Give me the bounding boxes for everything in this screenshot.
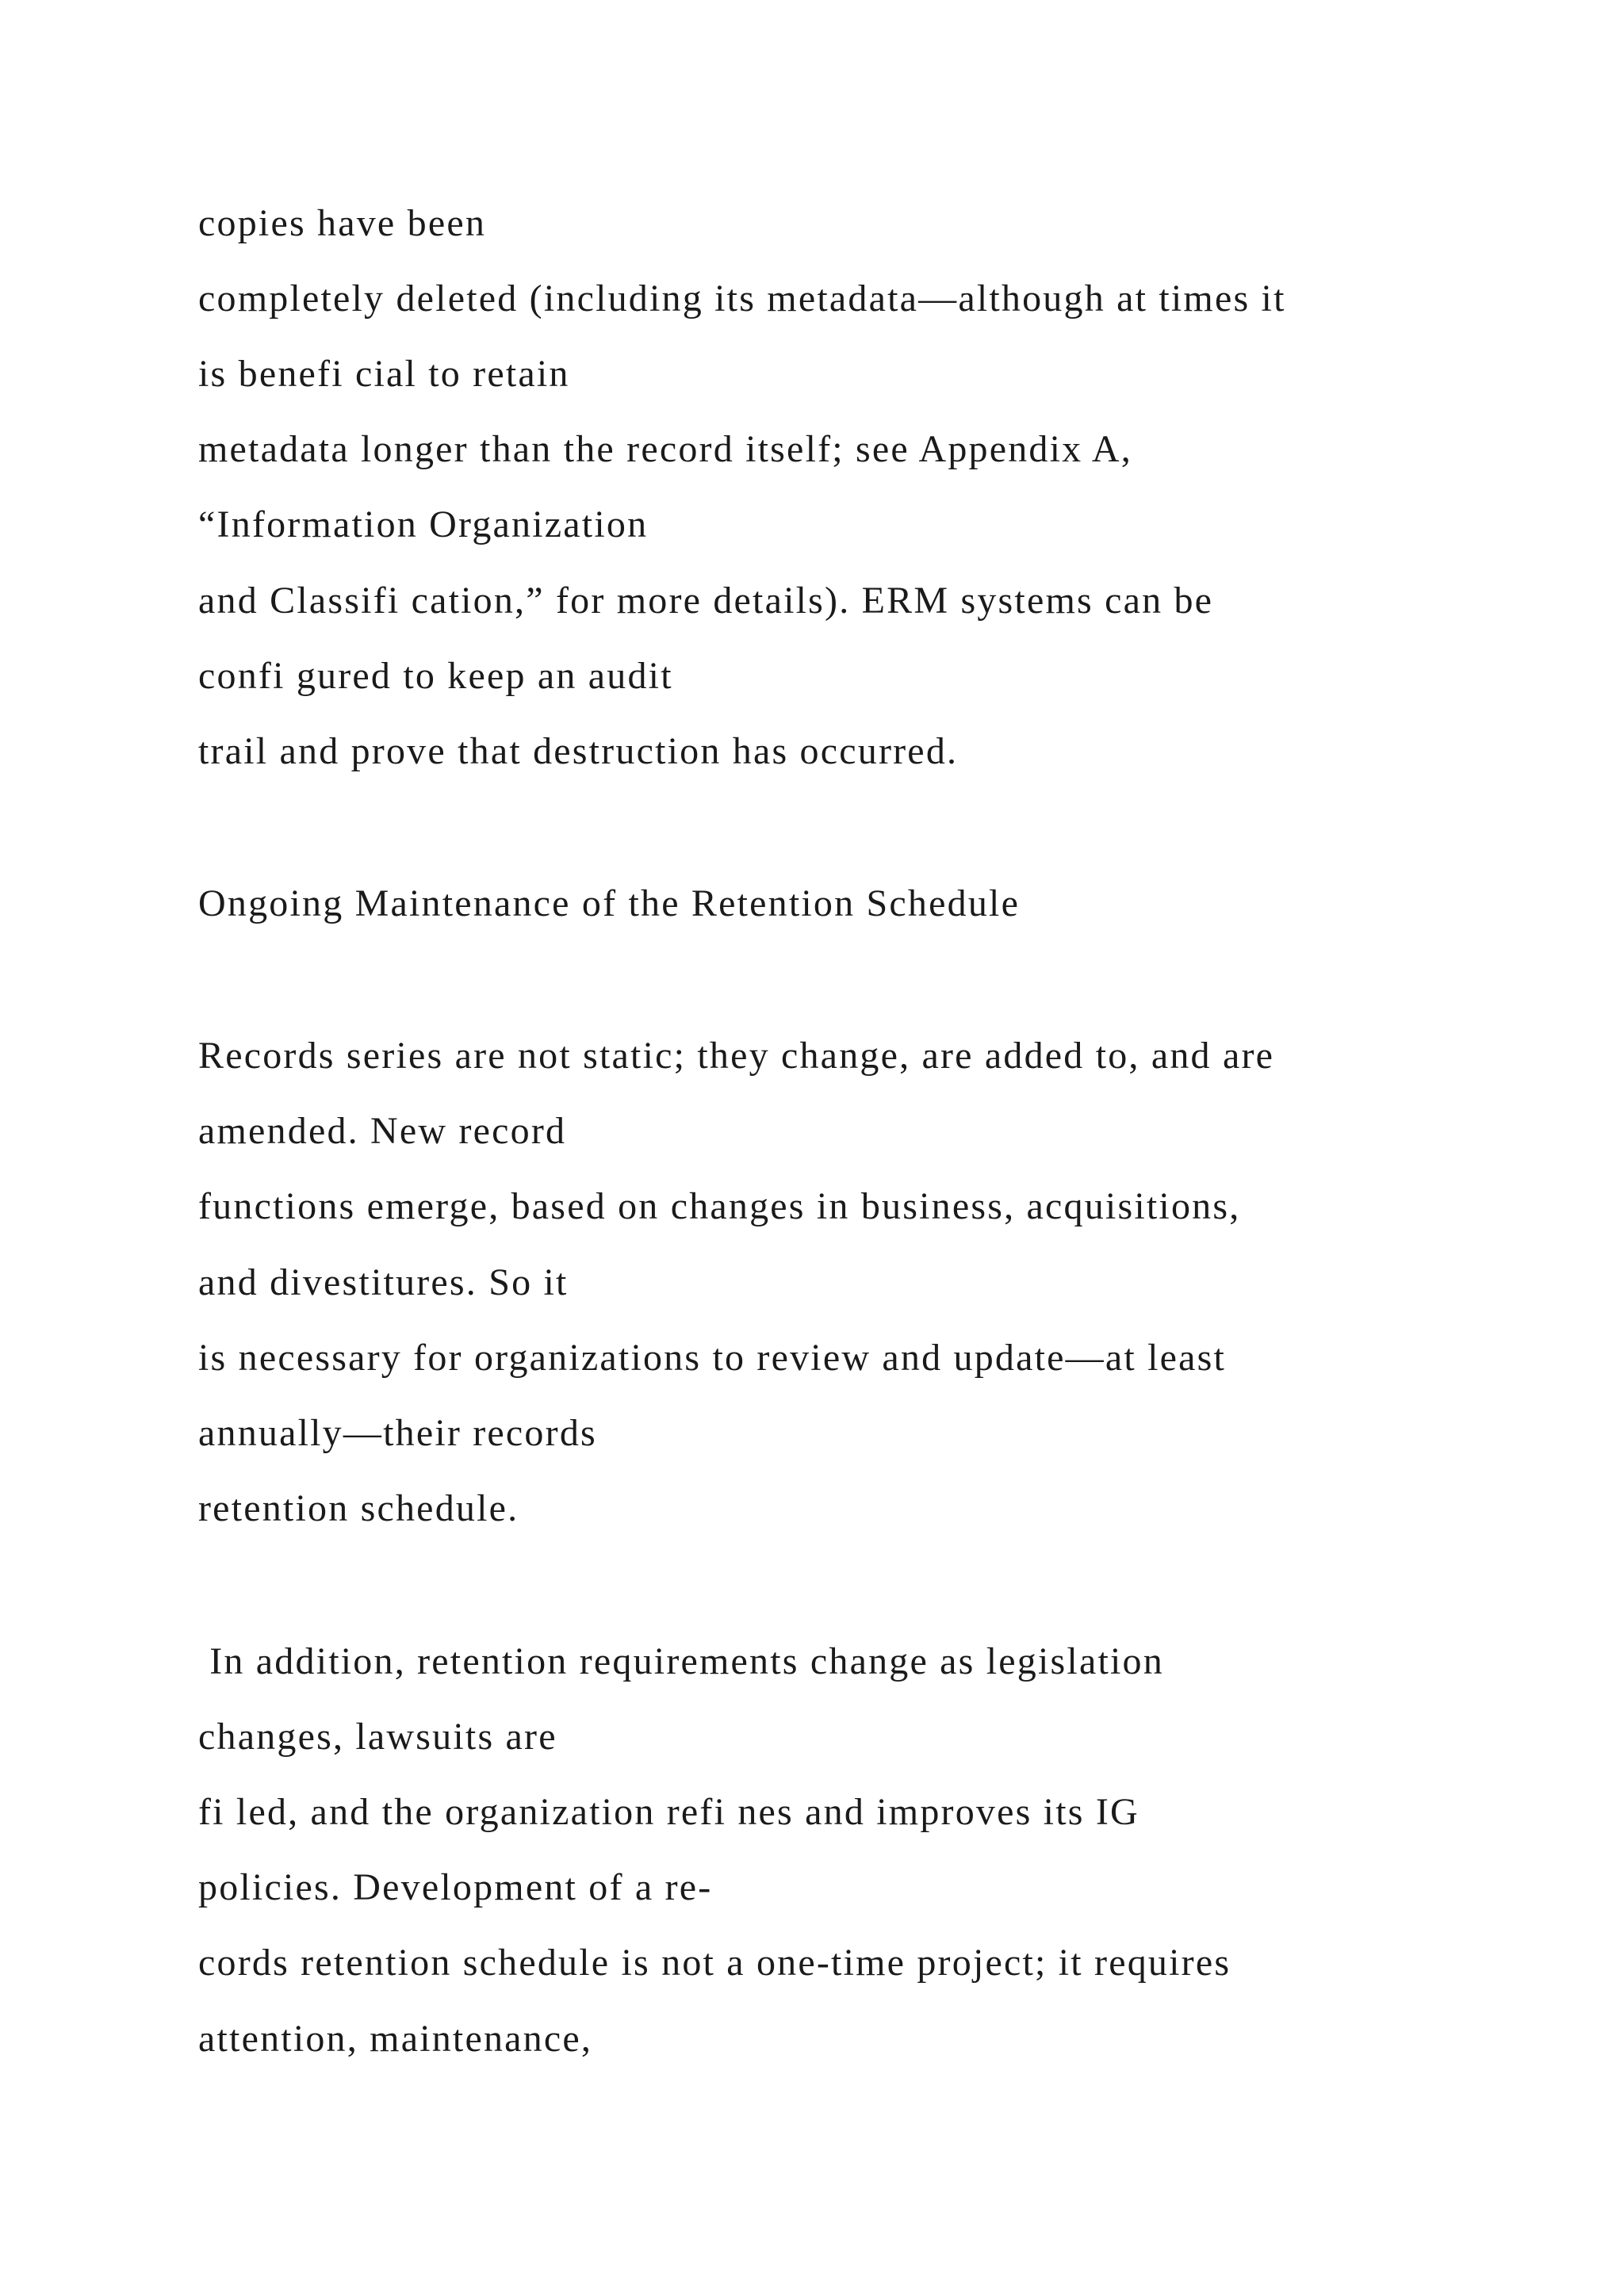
body-text-line: fi led, and the organization refi nes and improves its IG [198, 1791, 1139, 1833]
section-heading: Ongoing Maintenance of the Retention Schedule [198, 882, 1021, 924]
body-text-line: confi gured to keep an audit [198, 655, 673, 697]
body-text-line: functions emerge, based on changes in business, acquisitions, [198, 1185, 1241, 1227]
body-text-line: cords retention schedule is not a one-time project; it requires [198, 1942, 1231, 1984]
body-text-line: is necessary for organizations to review and update—at least [198, 1337, 1227, 1379]
body-text-line: metadata longer than the record itself; see Appendix A, [198, 428, 1132, 470]
body-text-line: attention, maintenance, [198, 2018, 593, 2060]
body-text-line: amended. New record [198, 1110, 567, 1152]
body-text-line: changes, lawsuits are [198, 1716, 557, 1758]
body-text-line: “Information Organization [198, 503, 649, 545]
body-text-line: completely deleted (including its metadata—although at times it [198, 277, 1286, 320]
body-text-line: policies. Development of a re- [198, 1866, 713, 1908]
body-text-line: is benefi cial to retain [198, 353, 570, 395]
body-text-line: annually—their records [198, 1412, 597, 1454]
body-text-line: retention schedule. [198, 1487, 519, 1529]
body-text-line: trail and prove that destruction has occurred. [198, 730, 959, 772]
body-text-line: and Classifi cation,” for more details). ERM systems can be [198, 580, 1214, 622]
body-text-line: Records series are not static; they change, are added to, and are [198, 1035, 1275, 1077]
body-text-line: copies have been [198, 202, 487, 244]
body-text-line: and divestitures. So it [198, 1261, 569, 1303]
body-text-line: In addition, retention requirements change as legislation [198, 1640, 1164, 1682]
